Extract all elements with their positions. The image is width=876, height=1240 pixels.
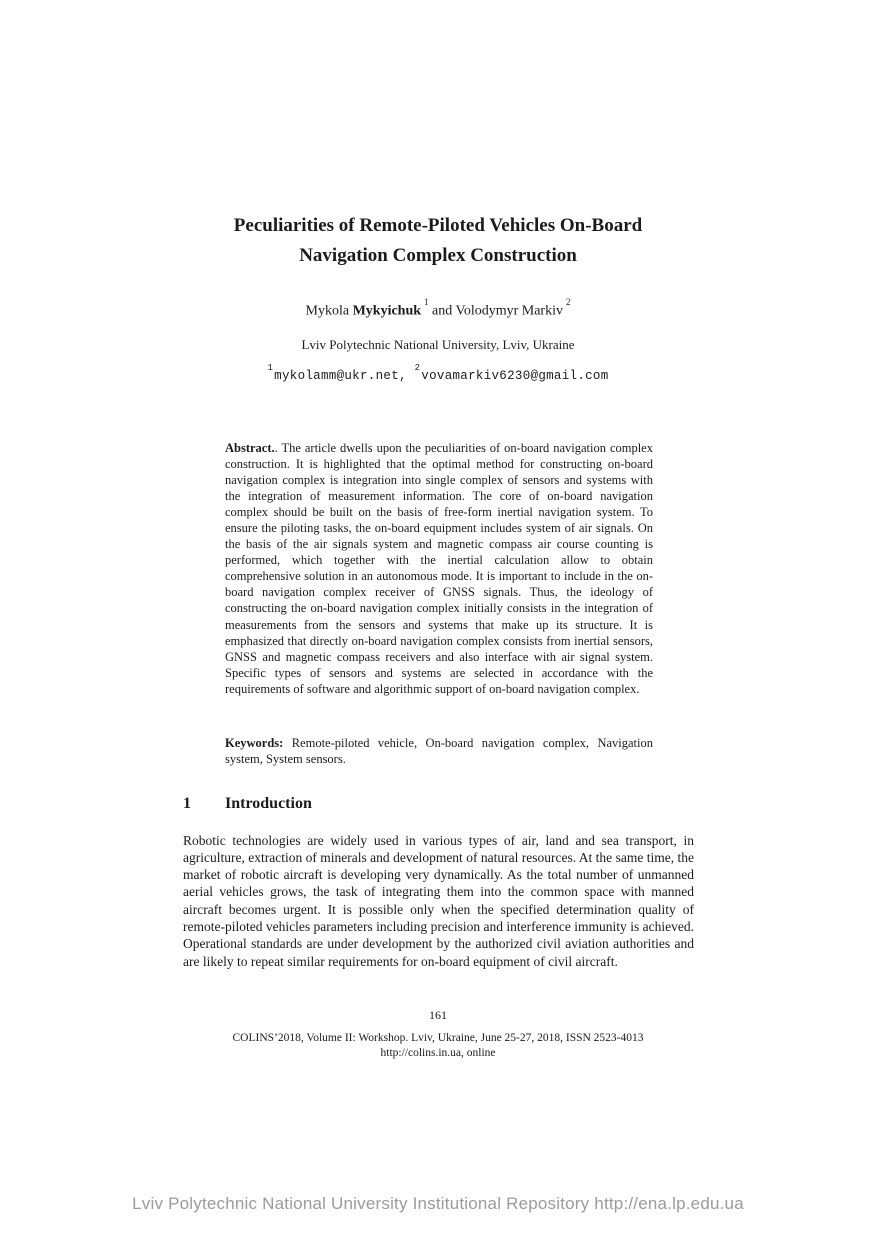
footer-url-line: http://colins.in.ua, online [380, 1046, 496, 1059]
abstract-block [225, 440, 653, 698]
keywords-label: Keywords: [225, 735, 284, 750]
footer-conference-line: COLINS’2018, Volume II: Workshop. Lviv, Ukraine, June 25-27, 2018, ISSN 2523-4013 [232, 1032, 644, 1044]
keywords-text: Remote-piloted vehicle, On-board navigation complex, Navigation system, System sensors. [225, 735, 653, 766]
section-heading-introduction [183, 795, 312, 813]
section-number: 1 [183, 795, 191, 813]
footer-block [0, 1031, 876, 1060]
repository-watermark: Lviv Polytechnic National University Institutional Repository http://ena.lp.edu.ua [132, 1194, 744, 1213]
author-first-affiliation-sup: 1 [424, 296, 429, 307]
introduction-paragraph: Robotic technologies are widely used in various types of air, land and sea transport, in agriculture, extraction of minerals and development of natural resources. At the same time, the market of robotic aircraft is developing very dynamically. As the total number of unmanned aerial vehicles grows, the task of integrating them into the common space with manned aircraft becomes urgent. It is possible only when the specified determination quality of remote-piloted vehicles parameters including precision and interference immunity is achieved. Operational standards are under development by the authorized civil aviation authorities and are likely to repeat similar requirements for on-board equipment of civil aircraft. [183, 832, 694, 969]
abstract-label: Abstract. [225, 440, 275, 455]
author-second-affiliation-sup: 2 [565, 296, 571, 307]
email-second: vovamarkiv6230@gmail.com [421, 369, 609, 384]
email-first: mykolamm@ukr.net, [274, 369, 415, 384]
page-number: 161 [429, 1008, 447, 1022]
paper-title: Peculiarities of Remote-Piloted Vehicles On-Board Navigation Complex Construction [233, 215, 643, 266]
emails-line [0, 362, 876, 384]
email-second-sup: 2 [414, 362, 421, 373]
abstract-text: . The article dwells upon the peculiarities of on-board navigation complex construction. It is highlighted that the optimal method for constructing on-board navigation complex is integration into single complex of sensors and systems with the integration of measurement information. The core of on-board navigation complex should be built on the basis of free-form inertial navigation system. To ensure the piloting tasks, the on-board equipment includes system of air signals. On the basis of the air signals system and magnetic compass air course counting is performed, which together with the inertial calculation allow to obtain comprehensive solution in an autonomous mode. It is important to include in the on-board navigation complex receiver of GNSS signals. Thus, the ideology of constructing the on-board navigation complex initially consists in the integration of measurements from the sensors and systems that make up its structure. It is emphasized that directly on-board navigation complex consists from inertial sensors, GNSS and magnetic compass receivers and also interface with air signal system. Specific types of sensors and systems are selected in accordance with the requirements of software and algorithmic support of on-board navigation complex. [225, 440, 653, 696]
email-first-sup: 1 [267, 362, 274, 373]
authors-rest: and Volodymyr Markiv [428, 303, 563, 319]
author-first-surname: Mykyichuk [352, 303, 422, 319]
keywords-block [225, 735, 653, 767]
author-first-prefix: Mykola [305, 303, 353, 319]
affiliation: Lviv Polytechnic National University, Lviv, Ukraine [301, 337, 575, 352]
authors-line [0, 296, 876, 320]
section-title: Introduction [225, 795, 312, 813]
